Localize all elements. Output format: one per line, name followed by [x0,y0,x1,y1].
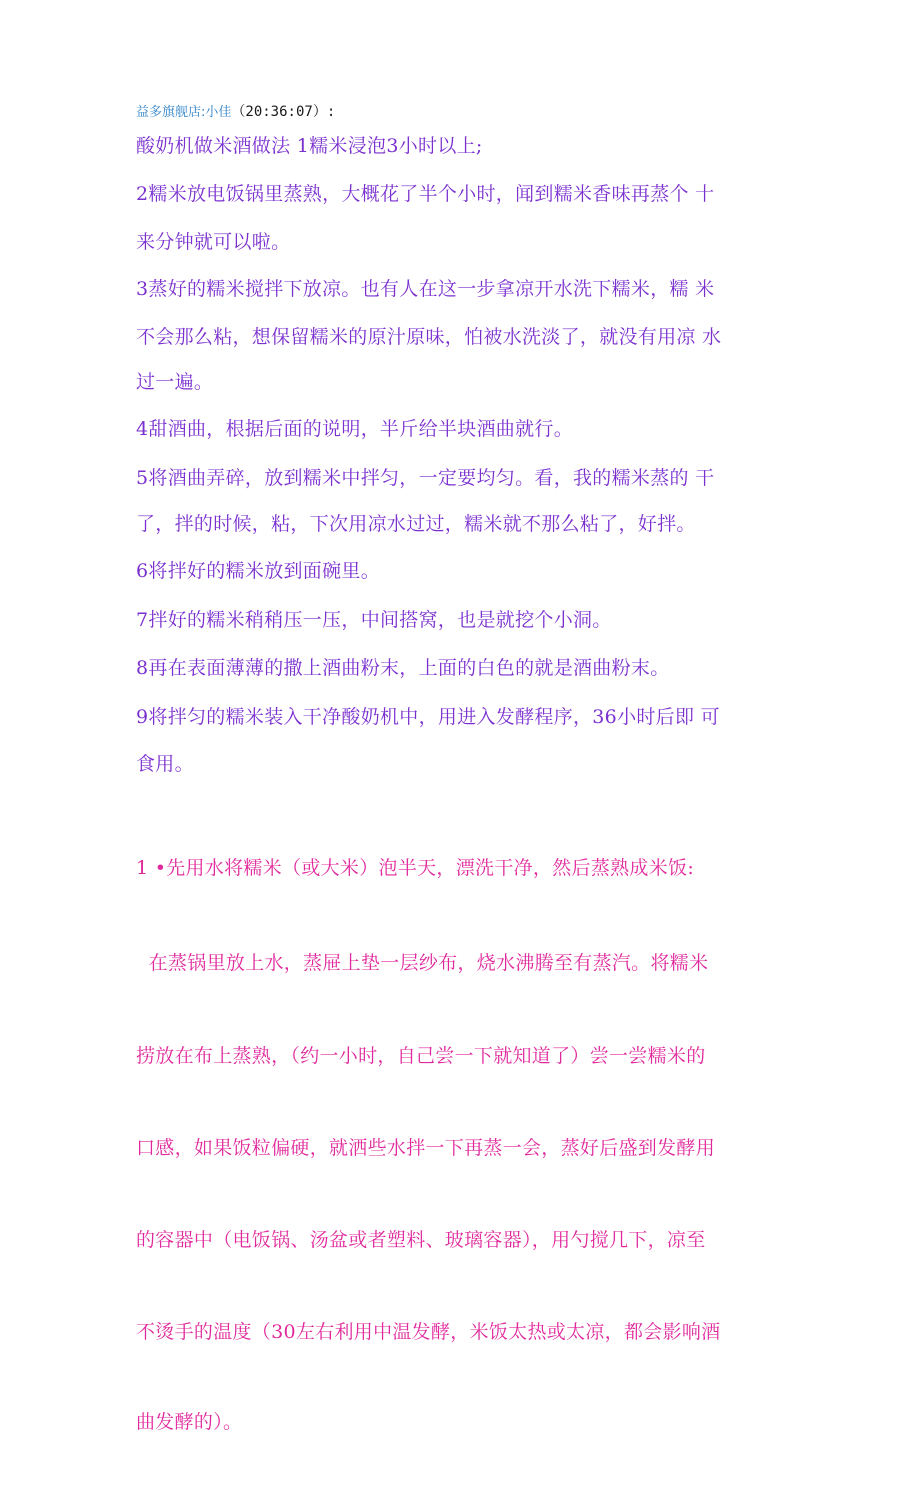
recipe-line: 2糯米放电饭锅里蒸熟，大概花了半个小时，闻到糯米香味再蒸个 十 [136,183,715,205]
recipe-line: 8再在表面薄薄的撒上酒曲粉末，上面的白色的就是酒曲粉末。 [136,657,670,679]
recipe-line: 曲发酵的）。 [136,1411,243,1433]
recipe-line: 过一遍。 [136,371,214,393]
chat-message-header [136,101,335,121]
recipe-line: 了，拌的时候，粘，下次用凉水过过，糯米就不那么粘了，好拌。 [136,513,696,535]
recipe-line: 酸奶机做米酒做法 1糯米浸泡3小时以上; [136,135,483,157]
recipe-line: 在蒸锅里放上水，蒸屉上垫一层纱布，烧水沸腾至有蒸汽。将糯米 [136,952,709,974]
recipe-line: 9将拌匀的糯米装入干净酸奶机中，用进入发酵程序，36小时后即 可 [136,706,720,728]
recipe-line: 3蒸好的糯米搅拌下放凉。也有人在这一步拿凉开水洗下糯米，糯 米 [136,278,715,300]
recipe-alt-method [136,798,796,1488]
chat-sender: 益多旗舰店:小佳 [136,105,232,120]
chat-timestamp: （20:36:07）: [231,104,336,120]
recipe-line: 4甜酒曲，根据后面的说明，半斤给半块酒曲就行。 [136,418,573,440]
recipe-steps [136,124,796,786]
recipe-line: 7拌好的糯米稍稍压一压，中间搭窝，也是就挖个小洞。 [136,609,612,631]
recipe-line: 捞放在布上蒸熟，（约一小时，自己尝一下就知道了）尝一尝糯米的 [136,1045,706,1067]
recipe-line: 5将酒曲弄碎，放到糯米中拌匀，一定要均匀。看，我的糯米蒸的 干 [136,467,715,489]
recipe-line: 的容器中（电饭锅、汤盆或者塑料、玻璃容器），用勺搅几下，凉至 [136,1229,706,1251]
recipe-line: 1 •先用水将糯米（或大米）泡半天，漂洗干净，然后蒸熟成米饭: [136,857,695,879]
recipe-line: 食用。 [136,753,194,775]
recipe-line: 来分钟就可以啦。 [136,231,291,253]
recipe-line: 6将拌好的糯米放到面碗里。 [136,560,380,582]
recipe-line: 不会那么粘，想保留糯米的原汁原味，怕被水洗淡了，就没有用凉 水 [136,326,722,348]
recipe-line: 不烫手的温度（30左右利用中温发酵，米饭太热或太凉，都会影响酒 [136,1321,721,1343]
recipe-line: 口感，如果饭粒偏硬，就洒些水拌一下再蒸一会，蒸好后盛到发酵用 [136,1137,716,1159]
